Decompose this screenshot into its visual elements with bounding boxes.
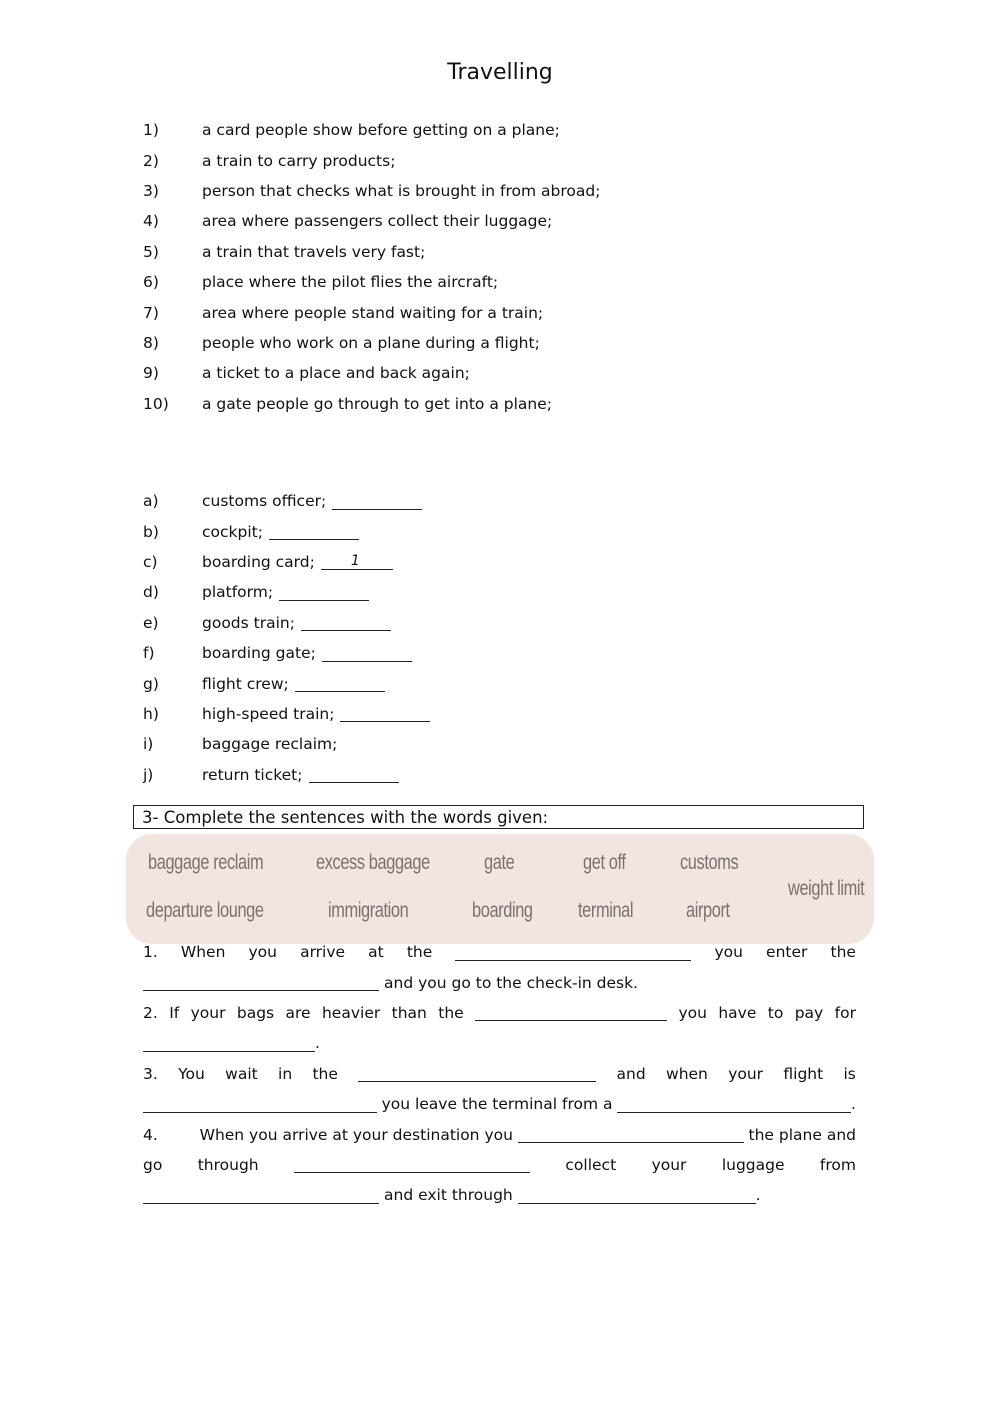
term-item bbox=[143, 608, 863, 638]
term-item bbox=[143, 486, 863, 516]
fill-blank[interactable] bbox=[143, 1096, 377, 1113]
term-text: customs officer; bbox=[202, 492, 327, 511]
sentences bbox=[143, 937, 856, 1211]
sentence-line bbox=[143, 998, 856, 1028]
sentence-number: 4. bbox=[143, 1125, 158, 1144]
definition-text: area where passengers collect their luggage; bbox=[202, 212, 553, 231]
item-number: 2) bbox=[143, 151, 159, 170]
definition-item bbox=[143, 115, 863, 145]
definition-item bbox=[143, 297, 863, 327]
sentence-word: luggage bbox=[721, 1155, 785, 1174]
item-letter: c) bbox=[143, 552, 158, 571]
item-number: 8) bbox=[143, 333, 159, 352]
term-text: boarding card; bbox=[202, 552, 315, 571]
item-number: 5) bbox=[143, 242, 159, 261]
word-bank-item: departure lounge bbox=[146, 899, 264, 922]
item-number: 4) bbox=[143, 212, 159, 231]
item-number: 1) bbox=[143, 121, 159, 140]
fill-blank[interactable] bbox=[143, 1187, 379, 1204]
term-item bbox=[143, 699, 863, 729]
sentence-word: from bbox=[819, 1155, 856, 1174]
answer-blank[interactable] bbox=[279, 584, 369, 601]
sentence-word: and bbox=[616, 1064, 646, 1083]
answer-blank[interactable] bbox=[295, 675, 385, 692]
sentence-line bbox=[143, 1089, 856, 1119]
definition-text: a gate people go through to get into a plane; bbox=[202, 394, 552, 413]
word-bank-item: gate bbox=[484, 851, 515, 874]
sentence-text: and exit through bbox=[384, 1186, 513, 1205]
definitions-list bbox=[143, 115, 863, 419]
word-bank-item: immigration bbox=[328, 899, 409, 922]
item-letter: b) bbox=[143, 522, 159, 541]
definition-item bbox=[143, 328, 863, 358]
word-bank-item: weight limit bbox=[788, 877, 865, 900]
term-text: boarding gate; bbox=[202, 644, 316, 663]
fill-blank[interactable] bbox=[455, 944, 691, 961]
term-text: high-speed train; bbox=[202, 704, 335, 723]
sentence-word: you bbox=[248, 943, 277, 962]
fill-blank[interactable] bbox=[518, 1187, 756, 1204]
definition-text: a ticket to a place and back again; bbox=[202, 364, 470, 383]
sentence-word: enter bbox=[766, 943, 808, 962]
word-bank-item: terminal bbox=[578, 899, 634, 922]
sentence-word: through bbox=[197, 1155, 259, 1174]
definition-text: people who work on a plane during a flight; bbox=[202, 333, 540, 352]
term-item bbox=[143, 760, 863, 790]
sentence-word: the bbox=[438, 1003, 464, 1022]
term-item bbox=[143, 547, 863, 577]
task3-heading: 3- Complete the sentences with the words given: bbox=[133, 805, 864, 829]
item-letter: e) bbox=[143, 613, 159, 632]
sentence-word: your bbox=[651, 1155, 687, 1174]
term-item bbox=[143, 668, 863, 698]
definition-item bbox=[143, 358, 863, 388]
item-number: 7) bbox=[143, 303, 159, 322]
word-bank-item: get off bbox=[583, 851, 626, 874]
item-number: 9) bbox=[143, 364, 159, 383]
term-item bbox=[143, 729, 863, 759]
term-item bbox=[143, 577, 863, 607]
sentence-text: . bbox=[315, 1034, 320, 1053]
definition-item bbox=[143, 206, 863, 236]
sentence-word: When bbox=[180, 943, 226, 962]
sentence-number: 2. bbox=[143, 1003, 158, 1022]
item-letter: a) bbox=[143, 492, 159, 511]
sentence-number: 3. bbox=[143, 1064, 158, 1083]
term-text: baggage reclaim; bbox=[202, 735, 338, 754]
item-number: 3) bbox=[143, 181, 159, 200]
sentence-line bbox=[143, 967, 856, 997]
term-text: flight crew; bbox=[202, 674, 289, 693]
terms-list bbox=[143, 486, 863, 790]
item-letter: i) bbox=[143, 735, 154, 754]
sentence-word: you bbox=[714, 943, 743, 962]
page-title: Travelling bbox=[447, 60, 553, 85]
sentence-word: is bbox=[843, 1064, 856, 1083]
term-text: platform; bbox=[202, 583, 274, 602]
sentence-word: at bbox=[368, 943, 384, 962]
term-text: cockpit; bbox=[202, 522, 263, 541]
definition-text: person that checks what is brought in from abroad; bbox=[202, 181, 601, 200]
definition-text: area where people stand waiting for a train; bbox=[202, 303, 544, 322]
sentence-text: you leave the terminal from a bbox=[381, 1095, 613, 1114]
sentence-line bbox=[143, 1028, 856, 1058]
fill-blank[interactable] bbox=[518, 1126, 744, 1143]
sentence-word: when bbox=[666, 1064, 708, 1083]
definition-text: a train that travels very fast; bbox=[202, 242, 426, 261]
definition-item bbox=[143, 176, 863, 206]
sentence-word: for bbox=[834, 1003, 856, 1022]
answer-blank[interactable] bbox=[309, 766, 399, 783]
sentence-word: than bbox=[391, 1003, 427, 1022]
sentence-number: 1. bbox=[143, 943, 158, 962]
term-text: goods train; bbox=[202, 613, 295, 632]
sentence-line bbox=[143, 1150, 856, 1180]
sentence-word: are bbox=[285, 1003, 311, 1022]
sentence-word: If bbox=[169, 1003, 180, 1022]
word-bank-item: customs bbox=[680, 851, 739, 874]
definition-text: place where the pilot flies the aircraft; bbox=[202, 273, 499, 292]
sentence-line bbox=[143, 1180, 856, 1210]
sentence-word: the bbox=[312, 1064, 338, 1083]
answer-blank[interactable] bbox=[321, 553, 393, 570]
sentence-line bbox=[143, 1059, 856, 1089]
item-letter: g) bbox=[143, 674, 159, 693]
answer-blank[interactable] bbox=[332, 493, 422, 510]
sentence-word: wait bbox=[225, 1064, 258, 1083]
sentence-word: you bbox=[678, 1003, 707, 1022]
fill-blank[interactable] bbox=[358, 1065, 596, 1082]
sentence-word: flight bbox=[783, 1064, 824, 1083]
definition-item bbox=[143, 145, 863, 175]
sentence-word: collect bbox=[565, 1155, 617, 1174]
fill-blank[interactable] bbox=[617, 1096, 851, 1113]
sentence-word: your bbox=[728, 1064, 764, 1083]
item-letter: f) bbox=[143, 644, 155, 663]
sentence-text: When you arrive at your destination you bbox=[199, 1125, 513, 1144]
item-letter: h) bbox=[143, 704, 159, 723]
definition-item bbox=[143, 267, 863, 297]
fill-blank[interactable] bbox=[143, 1035, 315, 1052]
term-item bbox=[143, 516, 863, 546]
item-number: 10) bbox=[143, 394, 169, 413]
definition-text: a card people show before getting on a plane; bbox=[202, 121, 560, 140]
sentence-line bbox=[143, 1119, 856, 1149]
sentence-word: bags bbox=[236, 1003, 275, 1022]
sentence-text: . bbox=[851, 1095, 856, 1114]
sentence-word: You bbox=[178, 1064, 205, 1083]
word-bank-item: excess baggage bbox=[316, 851, 430, 874]
term-item bbox=[143, 638, 863, 668]
sentence-word: to bbox=[767, 1003, 784, 1022]
term-text: return ticket; bbox=[202, 765, 303, 784]
fill-blank[interactable] bbox=[475, 1004, 667, 1021]
sentence-word: the bbox=[830, 943, 856, 962]
word-bank-item: baggage reclaim bbox=[148, 851, 264, 874]
answer-text: 1 bbox=[350, 553, 360, 570]
answer-blank[interactable] bbox=[301, 614, 391, 631]
word-bank-item: airport bbox=[686, 899, 730, 922]
sentence-text: . bbox=[755, 1186, 761, 1205]
sentence-word: arrive bbox=[300, 943, 346, 962]
fill-blank[interactable] bbox=[143, 974, 379, 991]
definition-item bbox=[143, 389, 863, 419]
answer-blank[interactable] bbox=[269, 523, 359, 540]
sentence-line bbox=[143, 937, 856, 967]
word-bank bbox=[126, 834, 874, 944]
sentence-word: in bbox=[278, 1064, 293, 1083]
sentence-word: go bbox=[143, 1155, 163, 1174]
item-number: 6) bbox=[143, 273, 159, 292]
sentence-word: pay bbox=[794, 1003, 824, 1022]
sentence-word: heavier bbox=[321, 1003, 381, 1022]
item-letter: j) bbox=[143, 765, 154, 784]
sentence-text: the plane and bbox=[748, 1125, 856, 1144]
word-bank-item: boarding bbox=[472, 899, 533, 922]
sentence-word: have bbox=[718, 1003, 757, 1022]
definition-item bbox=[143, 237, 863, 267]
answer-blank[interactable] bbox=[340, 705, 430, 722]
definition-text: a train to carry products; bbox=[202, 151, 396, 170]
answer-blank[interactable] bbox=[322, 645, 412, 662]
sentence-word: the bbox=[406, 943, 433, 962]
fill-blank[interactable] bbox=[294, 1156, 530, 1173]
sentence-word: your bbox=[190, 1003, 226, 1022]
sentence-text: and you go to the check-in desk. bbox=[384, 973, 638, 992]
item-letter: d) bbox=[143, 583, 159, 602]
